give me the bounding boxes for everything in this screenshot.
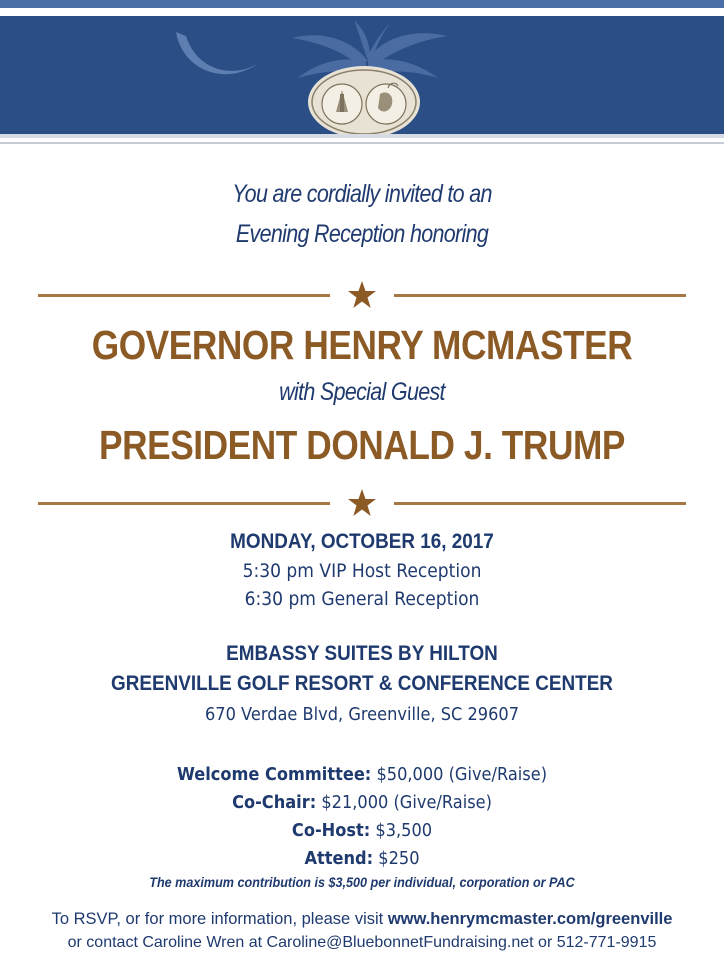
rsvp-line bbox=[0, 910, 724, 929]
general-reception-time: 6:30 pm General Reception bbox=[244, 588, 480, 610]
tier-co-chair bbox=[36, 792, 688, 813]
invitation-line-1: You are cordially invited to an bbox=[232, 180, 492, 208]
star-icon bbox=[347, 280, 377, 309]
tier-co-host bbox=[36, 820, 688, 841]
rsvp-link[interactable]: www.henrymcmaster.com/greenville bbox=[387, 910, 673, 928]
rsvp-prefix: To RSVP, or for more information, please visit bbox=[51, 910, 388, 928]
top-divider-right bbox=[394, 294, 686, 297]
tier-name: Attend: bbox=[304, 848, 374, 869]
tier-name: Welcome Committee: bbox=[176, 764, 372, 785]
state-seal-icon bbox=[304, 64, 424, 134]
special-guest: PRESIDENT DONALD J. TRUMP bbox=[98, 422, 626, 468]
tier-name: Co-Chair: bbox=[232, 792, 317, 813]
bottom-divider-right bbox=[394, 502, 686, 505]
banner-divider bbox=[0, 134, 724, 138]
guest-intro: with Special Guest bbox=[279, 378, 445, 406]
invitation-line-2: Evening Reception honoring bbox=[235, 220, 489, 248]
max-contribution-note: The maximum contribution is $3,500 per individual, corporation or PAC bbox=[149, 874, 575, 890]
tier-name: Co-Host: bbox=[291, 820, 371, 841]
venue-address: 670 Verdae Blvd, Greenville, SC 29607 bbox=[204, 704, 520, 725]
header-banner bbox=[0, 16, 724, 134]
vip-reception-time: 5:30 pm VIP Host Reception bbox=[242, 560, 482, 582]
tier-welcome-committee bbox=[36, 764, 688, 785]
event-date: MONDAY, OCTOBER 16, 2017 bbox=[230, 530, 494, 553]
contact-line[interactable]: or contact Caroline Wren at Caroline@BluebonnetFundraising.net or 512-771-9915 bbox=[67, 934, 657, 951]
bottom-divider-left bbox=[38, 502, 330, 505]
tier-attend bbox=[36, 848, 688, 869]
venue-resort: GREENVILLE GOLF RESORT & CONFERENCE CENTER bbox=[111, 672, 613, 695]
banner-divider-thin bbox=[0, 142, 724, 144]
tier-amount: $50,000 (Give/Raise) bbox=[376, 764, 548, 785]
primary-honoree: GOVERNOR HENRY MCMASTER bbox=[91, 322, 633, 368]
tier-amount: $250 bbox=[378, 848, 420, 869]
tier-amount: $3,500 bbox=[375, 820, 433, 841]
star-icon bbox=[347, 488, 377, 517]
top-divider-left bbox=[38, 294, 330, 297]
venue-name: EMBASSY SUITES BY HILTON bbox=[226, 642, 498, 665]
crescent-moon-icon bbox=[168, 22, 268, 94]
tier-amount: $21,000 (Give/Raise) bbox=[321, 792, 492, 813]
